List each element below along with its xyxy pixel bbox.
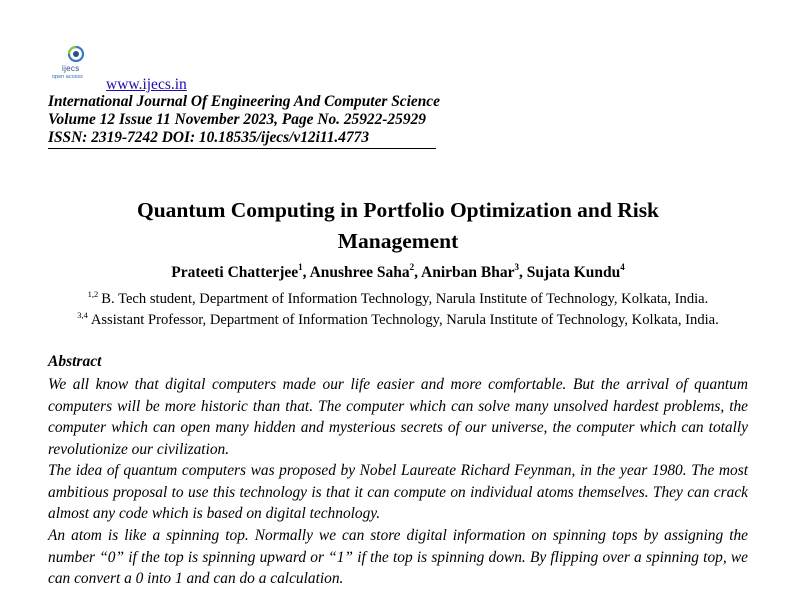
- journal-logo: [52, 44, 102, 86]
- journal-website-link[interactable]: www.ijecs.in: [106, 76, 187, 93]
- logo-name: ijecs: [62, 64, 80, 73]
- journal-title: International Journal Of Engineering And Computer Science: [48, 93, 440, 110]
- author-affiliation-mark: 1: [298, 262, 303, 272]
- header-divider: [48, 148, 436, 149]
- abstract-heading: Abstract: [48, 353, 102, 370]
- author-name: Anirban Bhar: [421, 264, 515, 281]
- affiliation-mark: 3,4: [77, 310, 88, 320]
- paper-title-line-2: Management: [337, 229, 459, 253]
- abstract-paragraph-2: The idea of quantum computers was proposed by Nobel Laureate Richard Feynman, in the year 1980. The most ambitious proposal to use this technology is that it can compute on individual atoms themselves. They can crack almost any code which is based on digital technology.: [48, 462, 748, 522]
- affiliation-1: [0, 291, 796, 308]
- logo-subtitle: open access: [52, 74, 83, 80]
- author-name: Prateeti Chatterjee: [171, 264, 299, 281]
- affiliation-2: [0, 312, 796, 329]
- author-affiliation-mark: 4: [620, 262, 625, 272]
- affiliation-text: Assistant Professor, Department of Information Technology, Narula Institute of Technology, Kolkata, India.: [90, 312, 719, 328]
- affiliation-mark: 1,2: [87, 289, 99, 299]
- author-affiliation-mark: 3: [514, 262, 520, 272]
- author-name: Sujata Kundu: [526, 264, 621, 281]
- author-name: Anushree Saha: [309, 264, 410, 281]
- affiliation-text: B. Tech student, Department of Information Technology, Narula Institute of Technology, Kolkata, India.: [101, 291, 709, 307]
- author-separator: ,: [414, 264, 422, 281]
- author-affiliation-mark: 2: [409, 262, 415, 272]
- abstract-paragraph-1: We all know that digital computers made our life easier and more comfortable. But the arrival of quantum computers will be more historic than that. The computer which can solve many unsolved hardest problems, the computer which can open many hidden and mysterious secrets of our universe, the computer which can totally revolutionize our civilization.: [48, 376, 748, 458]
- author-separator: ,: [302, 264, 310, 281]
- author-list: [0, 264, 796, 282]
- paper-title-line-1: Quantum Computing in Portfolio Optimization and Risk: [136, 198, 660, 222]
- author-separator: ,: [519, 264, 527, 281]
- volume-info: Volume 12 Issue 11 November 2023, Page No. 25922-25929: [48, 111, 426, 128]
- ijecs-logo-icon: [62, 44, 90, 66]
- issn-doi: ISSN: 2319-7242 DOI: 10.18535/ijecs/v12i11.4773: [48, 129, 370, 146]
- abstract-paragraph-3: An atom is like a spinning top. Normally we can store digital information on spinning tops by assigning the number “0” if the top is spinning upward or “1” if the top is spinning down. By flipping over a spinning top, we can convert a 0 into 1 and can do a calculation.: [48, 527, 748, 587]
